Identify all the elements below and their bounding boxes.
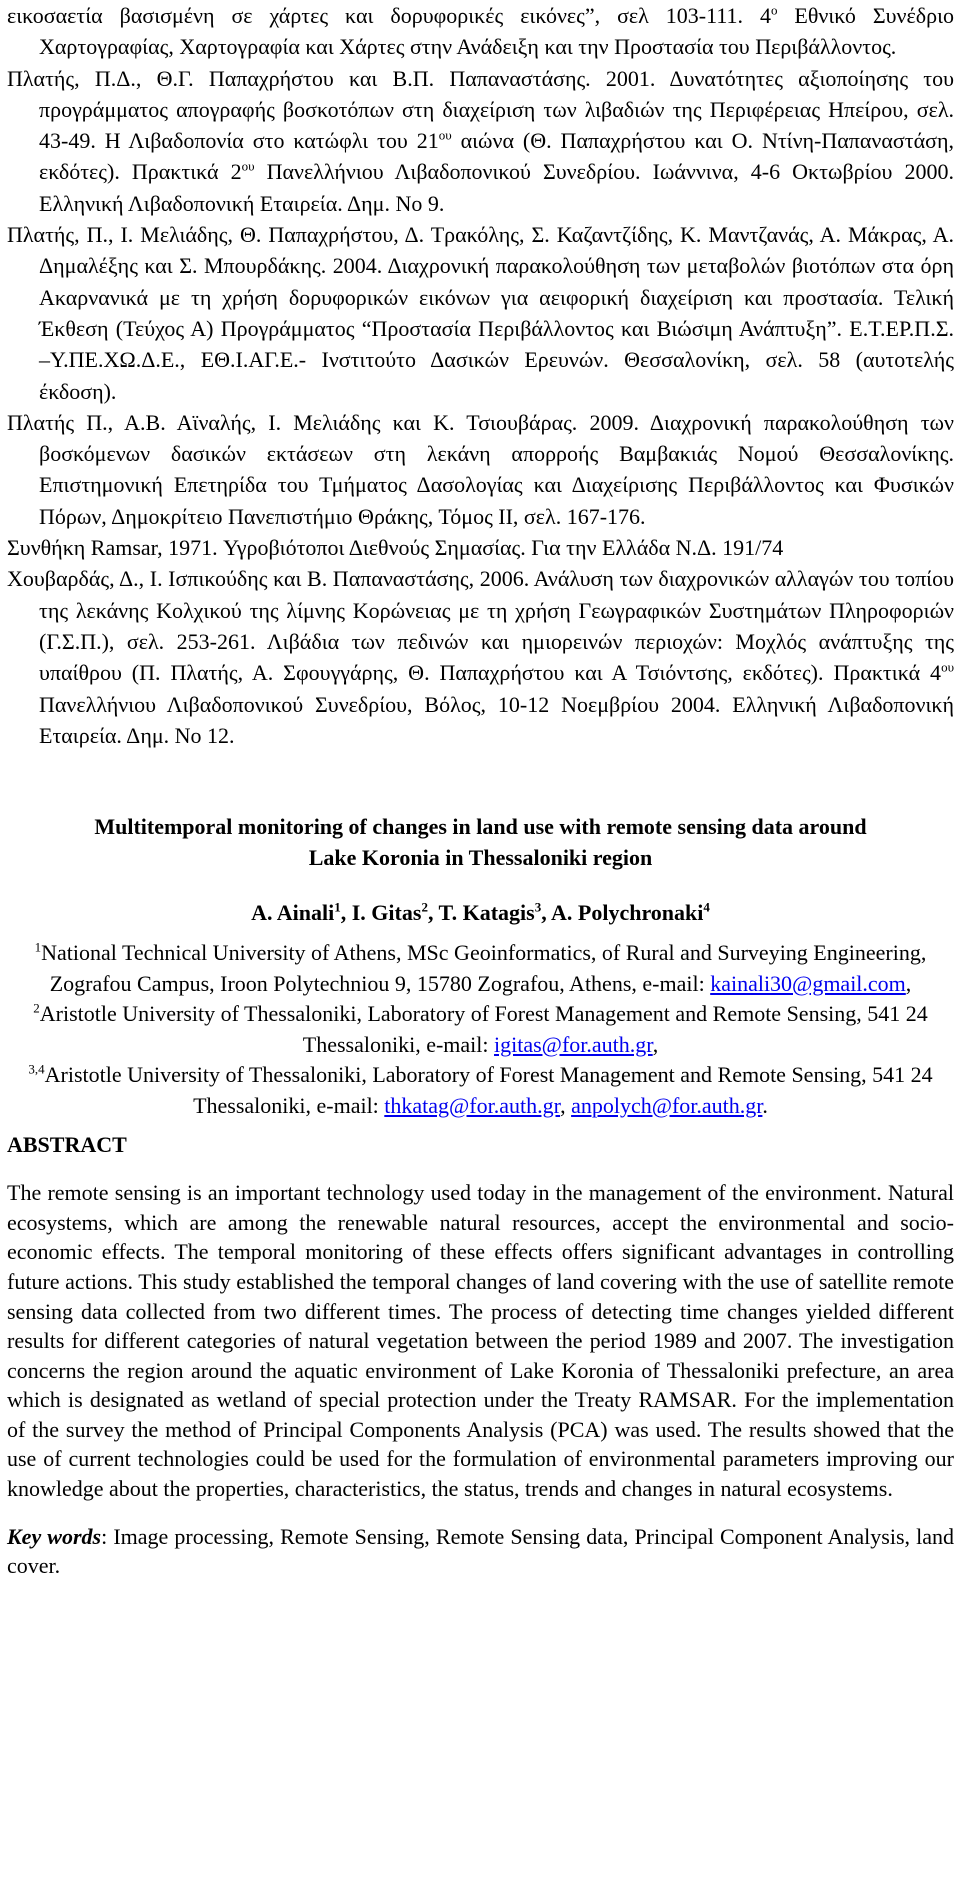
author-list: A. Ainali$^1$, I. Gitas$^2$, T. Katagis$^3$, A. Polychronaki$^4$ [251, 899, 710, 926]
reference-item: Χουβαρδάς, Δ., Ι. Ισπικούδης και Β. Παπαναστάσης, 2006. Ανάλυση των διαχρονικών αλλαγών του τοπίου της λεκάνης Κολχικού της λίμνης Κορώνειας με τη χρήση Γεωγραφικών Συστημάτων Πληροφοριών (Γ.Σ.Π.), σελ. 253-261. Λιβάδια των πεδινών και ημιορεινών περιοχών: Μοχλός ανάπτυξης της υπαίθρου (Π. Πλατής, Α. Σφουγγάρης, Θ. Παπαχρήστου και Α Τσιόντσης, εκδότες). Πρακτικά $4^{o\upsilon}$ Πανελλήνιου Λιβαδοπονικού Συνεδρίου, Βόλος, 10-12 Νοεμβρίου 2004. Ελληνική Λιβαδοπονική Εταιρεία. Δημ. Νο 12. [7, 566, 954, 748]
author: T. Katagis [438, 900, 535, 926]
abstract-heading: ABSTRACT [7, 1132, 127, 1158]
author: A. Ainali [251, 900, 335, 926]
email-link[interactable]: kainali30@gmail.com [710, 970, 906, 996]
keywords: Key words: Image processing, Remote Sensing, Remote Sensing data, Principal Component Analysis, land cover. [7, 1523, 954, 1579]
email-link[interactable]: thkatag@for.auth.gr [384, 1092, 561, 1118]
email-link[interactable]: igitas@for.auth.gr [494, 1031, 653, 1057]
reference-list [7, 0, 954, 751]
reference-item: Πλατής Π., Α.Β. Αϊναλής, Ι. Μελιάδης και Κ. Τσιουβάρας. 2009. Διαχρονική παρακολούθηση των βοσκόμενων δασικών εκτάσεων στη λεκάνη απορροής Βαμβακιάς Νομού Θεσσαλονίκης. Επιστημονική Επετηρίδα του Τμήματος Δασολογίας και Διαχείρισης Περιβάλλοντος και Φυσικών Πόρων, Δημοκρίτειο Πανεπιστήμιο Θράκης, Τόμος ΙΙ, σελ. 167-176. [7, 409, 954, 529]
reference-item: εικοσαετία βασισμένη σε χάρτες και δορυφορικές εικόνες”, σελ 103-111. $4^o$ Εθνικό Συνέδριο Χαρτογραφίας, Χαρτογραφία και Χάρτες στην Ανάδειξη και την Προστασία του Περιβάλλοντος. [7, 2, 954, 60]
reference-item: Πλατής, Π.Δ., Θ.Γ. Παπαχρήστου και Β.Π. Παπαναστάσης. 2001. Δυνατότητες αξιοποίησης του προγράμματος απογραφής βοσκοτόπων στη διαχείριση των λιβαδιών της Περιφέρειας Ηπείρου, σελ. 43-49. Η Λιβαδοπονία στο κατώφλι του $21^{o\upsilon}$ αιώνα (Θ. Παπαχρήστου και Ο. Ντίνη-Παπαναστάση, εκδότες). Πρακτικά $2^{o\upsilon}$ Πανελλήνιου Λιβαδοπονικού Συνεδρίου. Ιωάννινα, 4-6 Οκτωβρίου 2000. Ελληνική Λιβαδοπονική Εταιρεία. Δημ. Νο 9. [7, 65, 955, 216]
author: I. Gitas [351, 900, 422, 926]
reference-item: Πλατής, Π., Ι. Μελιάδης, Θ. Παπαχρήστου, Δ. Τρακόλης, Σ. Καζαντζίδης, Κ. Μαντζανάς, Α. Μάκρας, Α. Δημαλέξης και Σ. Μπουρδάκης. 2004. Διαχρονική παρακολούθηση των μεταβολών βιοτόπων στα όρη Ακαρνανικά με τη χρήση δορυφορικών εικόνων για αειφορική διαχείριση και προστασία. Τελική Έκθεση (Τεύχος Α) Προγράμματος “Προστασία Περιβάλλοντος και Βιώσιμη Ανάπτυξη”. Ε.Τ.ΕΡ.Π.Σ. –Υ.ΠΕ.ΧΩ.Δ.Ε., ΕΘ.Ι.ΑΓ.Ε.- Ινστιτούτο Δασικών Ερευνών. Θεσσαλονίκη, σελ. 58 (αυτοτελής έκδοση). [7, 222, 954, 404]
abstract-text: The remote sensing is an important technology used today in the management of the environment. Natural ecosystems, which are among the renewable natural resources, accept the environmental and socio-economic effects. The temporal monitoring of these effects offers significant advantages in controlling future actions. This study established the temporal changes of land covering with the use of satellite remote sensing data collected from two different times. The process of detecting time changes yielded different results for different categories of natural vegetation between the period 1989 and 2007. The investigation concerns the region around the aquatic environment of Lake Koronia of Thessaloniki prefecture, an area which is designated as wetland of special protection under the Treaty RAMSAR. For the implementation of the survey the method of Principal Components Analysis (PCA) was used. The results showed that the use of current technologies could be used for the formulation of environmental parameters improving our knowledge about the properties, characteristics, the status, trends and changes in natural ecosystems. [7, 1180, 954, 1502]
author: A. Polychronaki [551, 900, 704, 926]
affiliations: $^1$National Technical University of Athens, MSc Geoinformatics, of Rural and Surveying Engineering, Zografou Campus, Iroon Polytechniou 9, 15780 Zografou, Athens, e-mail: kainali30@gmail.com, $^2$Aristotle University of Thessaloniki, Laboratory of Forest Management and Remote Sensing, 541 24 Thessaloniki, e-mail: igitas@for.auth.gr, $^{3,4}$Aristotle University of Thessaloniki, Laboratory of Forest Management and Remote Sensing, 541 24 Thessaloniki, e-mail: thkatag@for.auth.gr, anpolych@for.auth.gr. [28, 939, 933, 1118]
article-title: Multitemporal monitoring of changes in land use with remote sensing data around Lake Koronia in Thessaloniki region [94, 814, 867, 871]
email-link[interactable]: anpolych@for.auth.gr [571, 1092, 763, 1118]
keywords-label: Key words [7, 1523, 102, 1549]
reference-item: Συνθήκη Ramsar, 1971. Υγροβιότοποι Διεθνούς Σημασίας. Για την Ελλάδα Ν.Δ. 191/74 [7, 535, 784, 561]
